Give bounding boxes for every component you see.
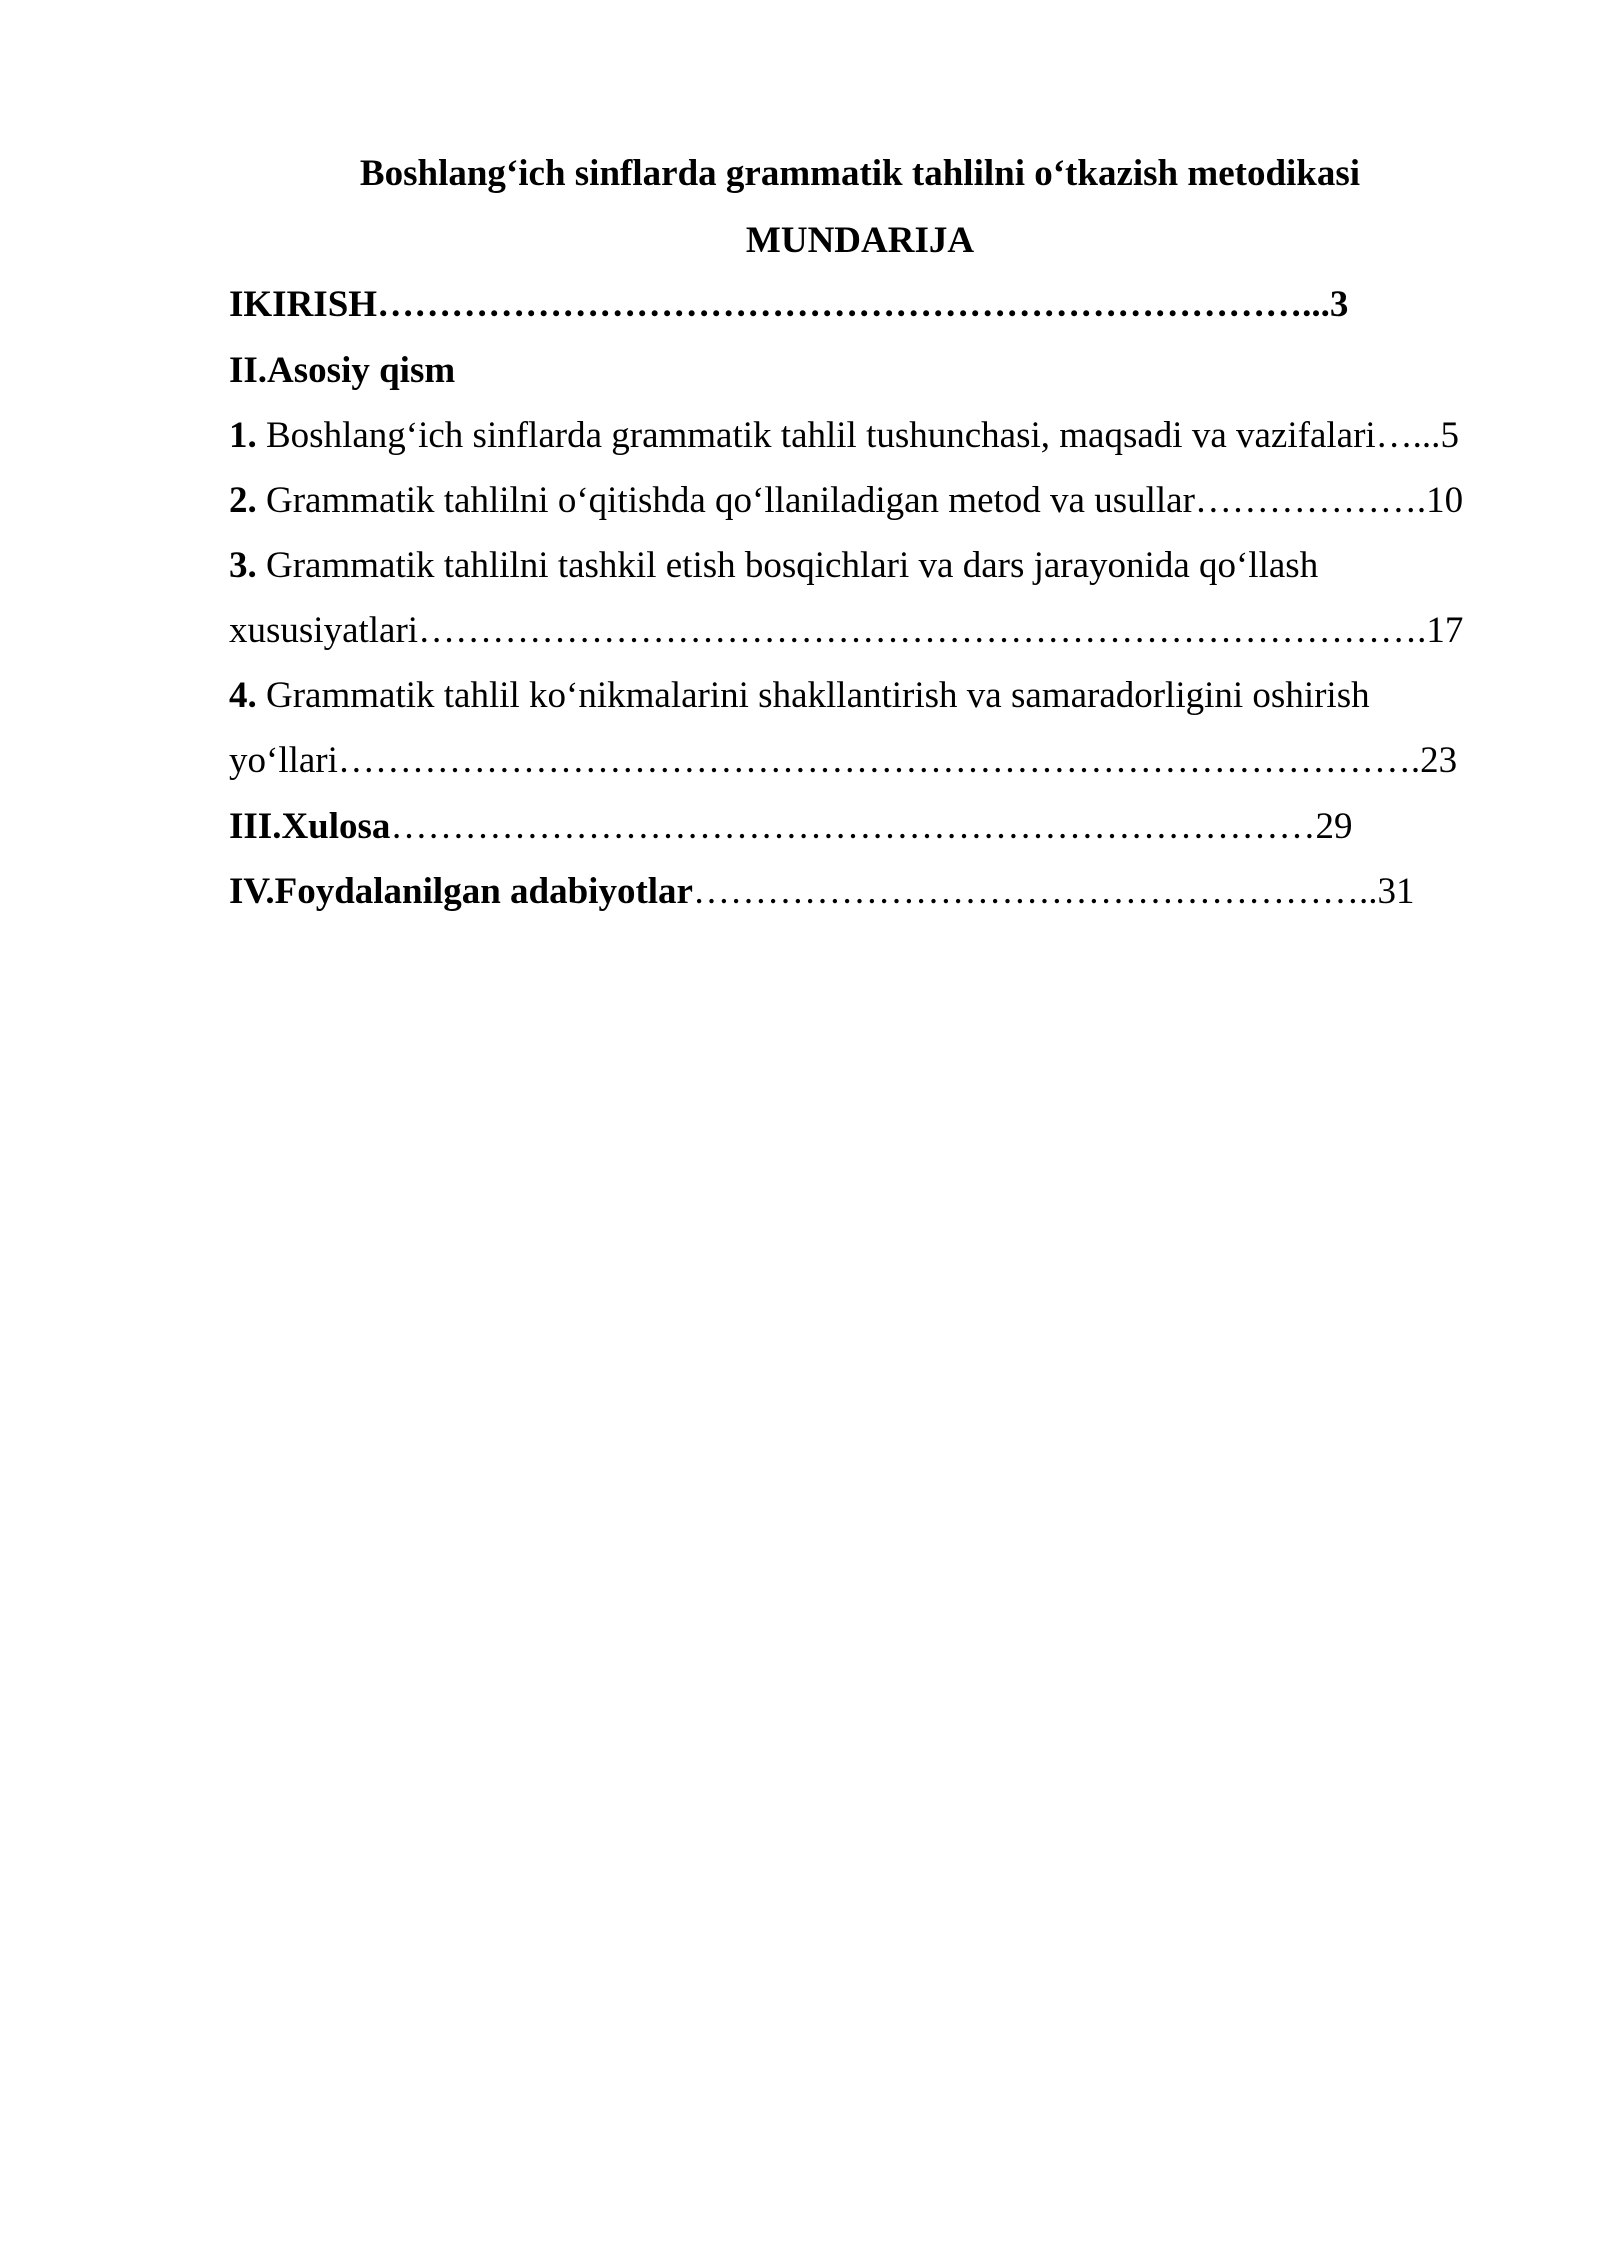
toc-entry-text: Grammatik tahlilni tashkil etish bosqichlari va dars jarayonida qo‘llash bbox=[256, 545, 1319, 586]
toc-entry-text: xususiyatlari………………………………………………………………………. bbox=[229, 610, 1427, 651]
toc-entry-label: III.Xulosa bbox=[229, 806, 391, 847]
toc-page-number: 29 bbox=[1315, 806, 1353, 847]
toc-entry-number: 2. bbox=[229, 480, 257, 521]
toc-entry-section-2[interactable] bbox=[229, 480, 1463, 523]
toc-entry-line bbox=[229, 610, 1463, 653]
document-title: Boshlang‘ich sinflarda grammatik tahlilni o‘tkazish metodikasi bbox=[359, 153, 1361, 194]
toc-entry-section-1[interactable] bbox=[229, 415, 1459, 458]
toc-entry-intro[interactable] bbox=[229, 284, 1348, 327]
toc-entry-number: 3. bbox=[229, 545, 257, 586]
toc-entry-text: Grammatik tahlilni o‘qitishda qo‘llaniladigan metod va usullar………………. bbox=[256, 480, 1427, 521]
toc-leader-dots: ……………………………………………….. bbox=[692, 871, 1378, 912]
toc-page-number: 10 bbox=[1426, 480, 1464, 521]
toc-page-number: 5 bbox=[1440, 415, 1459, 456]
toc-entry-line bbox=[229, 675, 1370, 718]
toc-page-number: 17 bbox=[1426, 610, 1464, 651]
toc-page-number: 3 bbox=[1329, 284, 1349, 325]
toc-leader-dots: ………………………………………………………………… bbox=[390, 806, 1316, 847]
toc-page-number: 31 bbox=[1377, 871, 1415, 912]
toc-heading: MUNDARIJA bbox=[745, 220, 975, 261]
toc-entry-label: II.Asosiy qism bbox=[229, 350, 456, 391]
toc-entry-number: 4. bbox=[229, 675, 257, 716]
toc-entry-conclusion[interactable] bbox=[229, 806, 1352, 849]
toc-entry-text: yo‘llari……………………………………………………………………………. bbox=[229, 740, 1421, 781]
toc-entry-label: IV.Foydalanilgan adabiyotlar bbox=[229, 871, 693, 912]
toc-entry-main-part[interactable] bbox=[229, 350, 455, 393]
toc-entry-number: 1. bbox=[229, 415, 257, 456]
toc-entry-references[interactable] bbox=[229, 871, 1414, 914]
toc-entry-text: Grammatik tahlil ko‘nikmalarini shakllantirish va samaradorligini oshirish bbox=[256, 675, 1370, 716]
toc-leader-dots: …………………………………………………………………... bbox=[377, 284, 1330, 325]
toc-entry-line bbox=[229, 545, 1318, 588]
toc-entry-label: IKIRISH bbox=[229, 284, 378, 325]
toc-page-number: 23 bbox=[1420, 740, 1458, 781]
toc-entry-text: Boshlang‘ich sinflarda grammatik tahlil tushunchasi, maqsadi va vazifalari…... bbox=[256, 415, 1441, 456]
toc-entry-line bbox=[229, 740, 1457, 783]
